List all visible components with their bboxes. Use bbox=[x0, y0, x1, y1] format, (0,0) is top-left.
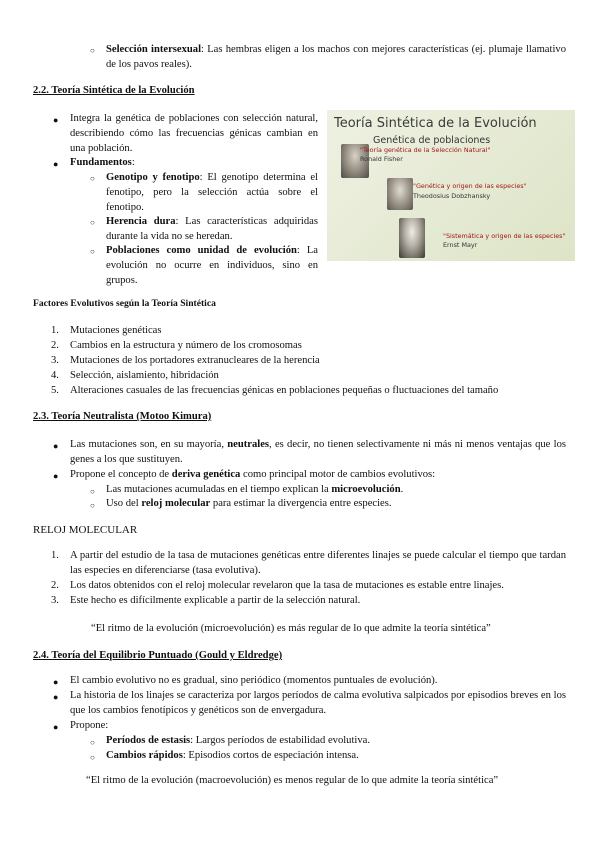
section-heading: 2.3. Teoría Neutralista (Motoo Kimura) bbox=[33, 411, 212, 422]
list-item bbox=[106, 42, 566, 72]
list-item bbox=[106, 748, 359, 763]
list-item: Este hecho es difícilmente explicable a partir de la selección natural. bbox=[70, 595, 361, 606]
figure-title: Teoría Sintética de la Evolución bbox=[334, 116, 537, 131]
list-item bbox=[106, 482, 403, 497]
work-title: "Sistemática y origen de las especies" bbox=[443, 232, 566, 240]
circle-bullet-icon: ○ bbox=[90, 753, 95, 762]
list-item bbox=[106, 496, 392, 511]
circle-bullet-icon: ○ bbox=[90, 218, 95, 227]
list-item: Los datos obtenidos con el reloj molecular revelaron que la tasa de mutaciones es estable entre linajes. bbox=[70, 580, 504, 591]
term: Selección intersexual bbox=[106, 44, 202, 55]
list-item: Selección, aislamiento, hibridación bbox=[70, 370, 219, 381]
list-item bbox=[70, 155, 135, 170]
list-number: 4. bbox=[51, 370, 59, 381]
item-text: como principal motor de cambios evolutivos: bbox=[240, 469, 436, 480]
list-item bbox=[70, 467, 435, 482]
work-title: "Teoría genética de la Selección Natural" bbox=[360, 146, 491, 154]
dobzhansky-portrait bbox=[387, 178, 413, 210]
item-text: : El genotipo determina el fenotipo, pero la selección actúa sobre el fenotipo. bbox=[106, 172, 318, 214]
list-number: 1. bbox=[51, 325, 59, 336]
section-heading: 2.4. Teoría del Equilibrio Puntuado (Gould y Eldredge) bbox=[33, 650, 283, 661]
term: Herencia dura bbox=[106, 216, 176, 227]
list-item bbox=[106, 243, 318, 288]
circle-bullet-icon: ○ bbox=[90, 501, 95, 510]
item-text: : Las hembras eligen a los machos con mejores características (ej. plumaje llamativo de los pavos reales). bbox=[106, 44, 566, 71]
list-item bbox=[70, 437, 566, 467]
quote: “El ritmo de la evolución (macroevolución) es menos regular de lo que admite la teoría sintética” bbox=[86, 775, 499, 786]
list-item: A partir del estudio de la tasa de mutaciones genéticas entre diferentes linajes se puede calcular el tiempo que tardan las especies en diferenciarse (tasa evolutiva). bbox=[70, 550, 566, 577]
work-title: "Genética y origen de las especies" bbox=[413, 182, 527, 190]
item-text: , es decir, no tienen selectivamente ni más ni menos ventajas que los genes a los que sustituyen. bbox=[70, 439, 566, 466]
term: Cambios rápidos bbox=[106, 750, 183, 761]
list-item bbox=[106, 214, 318, 244]
item-text: Las mutaciones son, en su mayoría, bbox=[70, 439, 228, 450]
author-name: Ronald Fisher bbox=[360, 155, 403, 163]
circle-bullet-icon: ○ bbox=[90, 487, 95, 496]
subheading: RELOJ MOLECULAR bbox=[33, 524, 138, 536]
item-text: . bbox=[400, 484, 404, 495]
list-item: Integra la genética de poblaciones con selección natural, describiendo cómo las frecuencias génicas cambian en una población. bbox=[70, 113, 318, 155]
author-name: Ernst Mayr bbox=[443, 241, 478, 249]
term: Períodos de estasis bbox=[106, 735, 191, 746]
author-name: Theodosius Dobzhansky bbox=[413, 192, 491, 200]
list-item: Cambios en la estructura y número de los cromosomas bbox=[70, 340, 302, 351]
item-text: : La evolución no ocurre en individuos, sino en grupos. bbox=[106, 245, 319, 287]
bullet-icon: ● bbox=[53, 692, 59, 702]
list-number: 1. bbox=[51, 550, 59, 561]
item-text: Propone el concepto de bbox=[70, 469, 172, 480]
list-number: 3. bbox=[51, 595, 59, 606]
list-number: 5. bbox=[51, 385, 59, 396]
term: Genotipo y fenotipo bbox=[106, 172, 200, 183]
term: Fundamentos bbox=[70, 157, 132, 168]
item-text: Las mutaciones acumuladas en el tiempo explican la bbox=[106, 484, 332, 495]
item-text: : Largos períodos de estabilidad evolutiva. bbox=[190, 735, 371, 746]
list-item bbox=[106, 170, 318, 215]
list-number: 2. bbox=[51, 340, 59, 351]
circle-bullet-icon: ○ bbox=[90, 738, 95, 747]
term: microevolución bbox=[331, 484, 401, 495]
circle-bullet-icon: ○ bbox=[90, 174, 95, 183]
term: deriva genética bbox=[171, 469, 241, 480]
list-number: 2. bbox=[51, 580, 59, 591]
mayr-portrait bbox=[399, 218, 425, 258]
bullet-icon: ● bbox=[53, 722, 59, 732]
list-item: Alteraciones casuales de las frecuencias génicas en poblaciones pequeñas o fluctuaciones del tamaño bbox=[70, 385, 499, 396]
list-item: Mutaciones de los portadores extranucleares de la herencia bbox=[70, 355, 320, 366]
subheading: Factores Evolutivos según la Teoría Sintética bbox=[33, 298, 216, 309]
bullet-icon: ● bbox=[53, 441, 59, 451]
list-item: Propone: bbox=[70, 720, 109, 731]
bullet-icon: ● bbox=[53, 471, 59, 481]
circle-bullet-icon: ○ bbox=[90, 46, 95, 55]
quote: “El ritmo de la evolución (microevolución) es más regular de lo que admite la teoría sintética” bbox=[91, 623, 491, 634]
figure-subtitle: Genética de poblaciones bbox=[373, 135, 491, 146]
item-text: para estimar la divergencia entre especies. bbox=[210, 498, 392, 509]
term: Poblaciones como unidad de evolución bbox=[106, 245, 297, 256]
section-heading: 2.2. Teoría Sintética de la Evolución bbox=[33, 85, 195, 96]
circle-bullet-icon: ○ bbox=[90, 247, 95, 256]
term: neutrales bbox=[227, 439, 270, 450]
list-item: La historia de los linajes se caracteriza por largos períodos de calma evolutiva salpicados por episodios breves en los que los cambios fenotípicos y genéticos son de envergadura. bbox=[70, 690, 566, 717]
item-text: Uso del bbox=[106, 498, 142, 509]
list-item: El cambio evolutivo no es gradual, sino periódico (momentos puntuales de evolución). bbox=[70, 675, 438, 686]
item-text: : Episodios cortos de especiación intensa. bbox=[182, 750, 359, 761]
item-text: : Las características adquiridas durante la vida no se heredan. bbox=[106, 216, 319, 243]
list-number: 3. bbox=[51, 355, 59, 366]
term: reloj molecular bbox=[141, 498, 211, 509]
item-text: : bbox=[131, 157, 135, 168]
bullet-icon: ● bbox=[53, 677, 59, 687]
list-item: Mutaciones genéticas bbox=[70, 325, 162, 336]
bullet-icon: ● bbox=[53, 115, 59, 125]
list-item bbox=[106, 733, 370, 748]
synthetic-theory-figure bbox=[327, 110, 575, 261]
bullet-icon: ● bbox=[53, 159, 59, 169]
